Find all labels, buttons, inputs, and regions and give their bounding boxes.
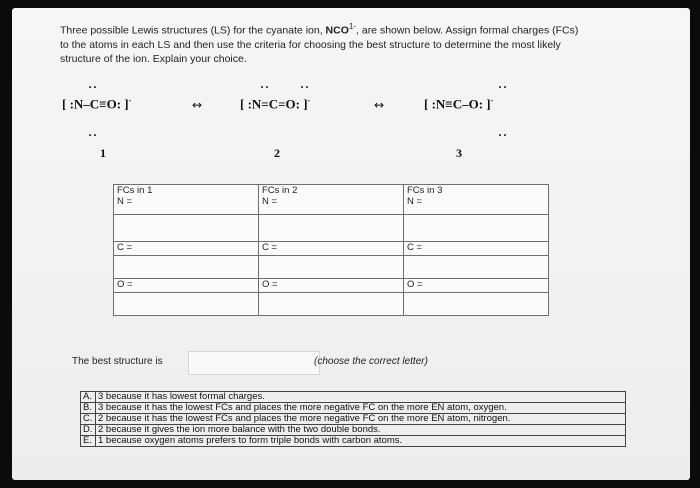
option-d[interactable] (81, 425, 626, 436)
option-c[interactable] (81, 414, 626, 425)
o-label: O = (407, 279, 423, 290)
lewis-structure-3 (424, 96, 493, 112)
intro-text-1a: Three possible Lewis structures (LS) for the cyanate ion, (60, 24, 323, 37)
intro-line-1 (60, 20, 680, 38)
intro-line-2: to the atoms in each LS and then use the criteria for choosing the best structure to determine the most likely (60, 38, 561, 51)
fc-spacer-cell (404, 215, 549, 242)
structure-number-1: 1 (100, 146, 106, 160)
option-letter: E. (81, 436, 96, 447)
option-b[interactable] (81, 403, 626, 414)
intro-line-3: structure of the ion. Explain your choice. (60, 52, 247, 65)
fc-header-3: FCs in 3 (407, 185, 443, 196)
option-text: 3 because it has the lowest FCs and places the more negative FC on the more EN atom, oxygen. (96, 403, 626, 414)
lewis-structure-2 (240, 96, 310, 112)
fc-spacer-cell (404, 293, 549, 316)
question-intro (60, 20, 680, 66)
fc-header-2: FCs in 2 (262, 185, 298, 196)
fc-cell-2-n[interactable] (259, 185, 404, 215)
lone-pair-dots: ·· (88, 80, 99, 94)
ion-charge: 1- (348, 22, 357, 31)
option-letter: C. (81, 414, 96, 425)
lewis-structure-1 (62, 96, 131, 112)
worksheet (12, 8, 690, 480)
lone-pair-dots: ·· (300, 80, 311, 94)
o-label: O = (117, 279, 133, 290)
fc-spacer-cell (404, 256, 549, 279)
option-text: 2 because it gives the ion more balance with the two double bonds. (96, 425, 626, 436)
answer-input[interactable] (188, 351, 320, 375)
fc-cell-1-n[interactable] (114, 185, 259, 215)
intro-text-1b: , are shown below. Assign formal charges (FCs) (356, 24, 579, 37)
fc-cell-2-o[interactable] (259, 279, 404, 293)
lewis-formula-1: [ :N–C≡O: ] (62, 96, 129, 112)
option-e[interactable] (81, 436, 626, 447)
fc-spacer-cell (259, 256, 404, 279)
option-letter: D. (81, 425, 96, 436)
lone-pair-dots: ·· (260, 80, 271, 94)
lewis-formula-3: [ :N≡C–O: ] (424, 96, 491, 112)
option-text: 2 because it has the lowest FCs and places the more negative FC on the more EN atom, nitrogen. (96, 414, 626, 425)
lewis-charge-1: - (128, 96, 132, 105)
c-label: C = (407, 242, 423, 253)
fc-spacer-cell (114, 293, 259, 316)
option-letter: B. (81, 403, 96, 414)
structure-number-3: 3 (456, 146, 462, 160)
option-text: 1 because oxygen atoms prefers to form triple bonds with carbon atoms. (96, 436, 626, 447)
n-label: N = (407, 196, 423, 207)
fc-cell-2-c[interactable] (259, 242, 404, 256)
lewis-charge-2: - (307, 96, 311, 105)
fc-cell-1-o[interactable] (114, 279, 259, 293)
fc-spacer-cell (114, 256, 259, 279)
structure-number-2: 2 (274, 146, 280, 160)
c-label: C = (117, 242, 133, 253)
lone-pair-dots: ·· (498, 80, 509, 94)
fc-spacer-cell (259, 215, 404, 242)
o-label: O = (262, 279, 278, 290)
fc-cell-3-o[interactable] (404, 279, 549, 293)
best-structure-label: The best structure is (72, 356, 163, 367)
lone-pair-dots: ·· (88, 128, 99, 142)
fc-header-1: FCs in 1 (117, 185, 153, 196)
n-label: N = (262, 196, 278, 207)
answer-hint: (choose the correct letter) (314, 356, 428, 367)
lewis-formula-2: [ :N=C=O: ] (240, 96, 308, 112)
option-a[interactable] (81, 392, 626, 403)
fc-spacer-cell (259, 293, 404, 316)
option-letter: A. (81, 392, 96, 403)
resonance-arrow: ↔ (374, 98, 385, 112)
answer-options (80, 391, 626, 447)
ion-formula: NCO (325, 24, 349, 37)
option-text: 3 because it has lowest formal charges. (96, 392, 626, 403)
lewis-charge-3: - (490, 96, 494, 105)
formal-charge-table (113, 184, 549, 316)
fc-cell-1-c[interactable] (114, 242, 259, 256)
lone-pair-dots: ·· (498, 128, 509, 142)
fc-spacer-cell (114, 215, 259, 242)
c-label: C = (262, 242, 278, 253)
n-label: N = (117, 196, 133, 207)
fc-cell-3-c[interactable] (404, 242, 549, 256)
resonance-arrow: ↔ (192, 98, 203, 112)
fc-cell-3-n[interactable] (404, 185, 549, 215)
